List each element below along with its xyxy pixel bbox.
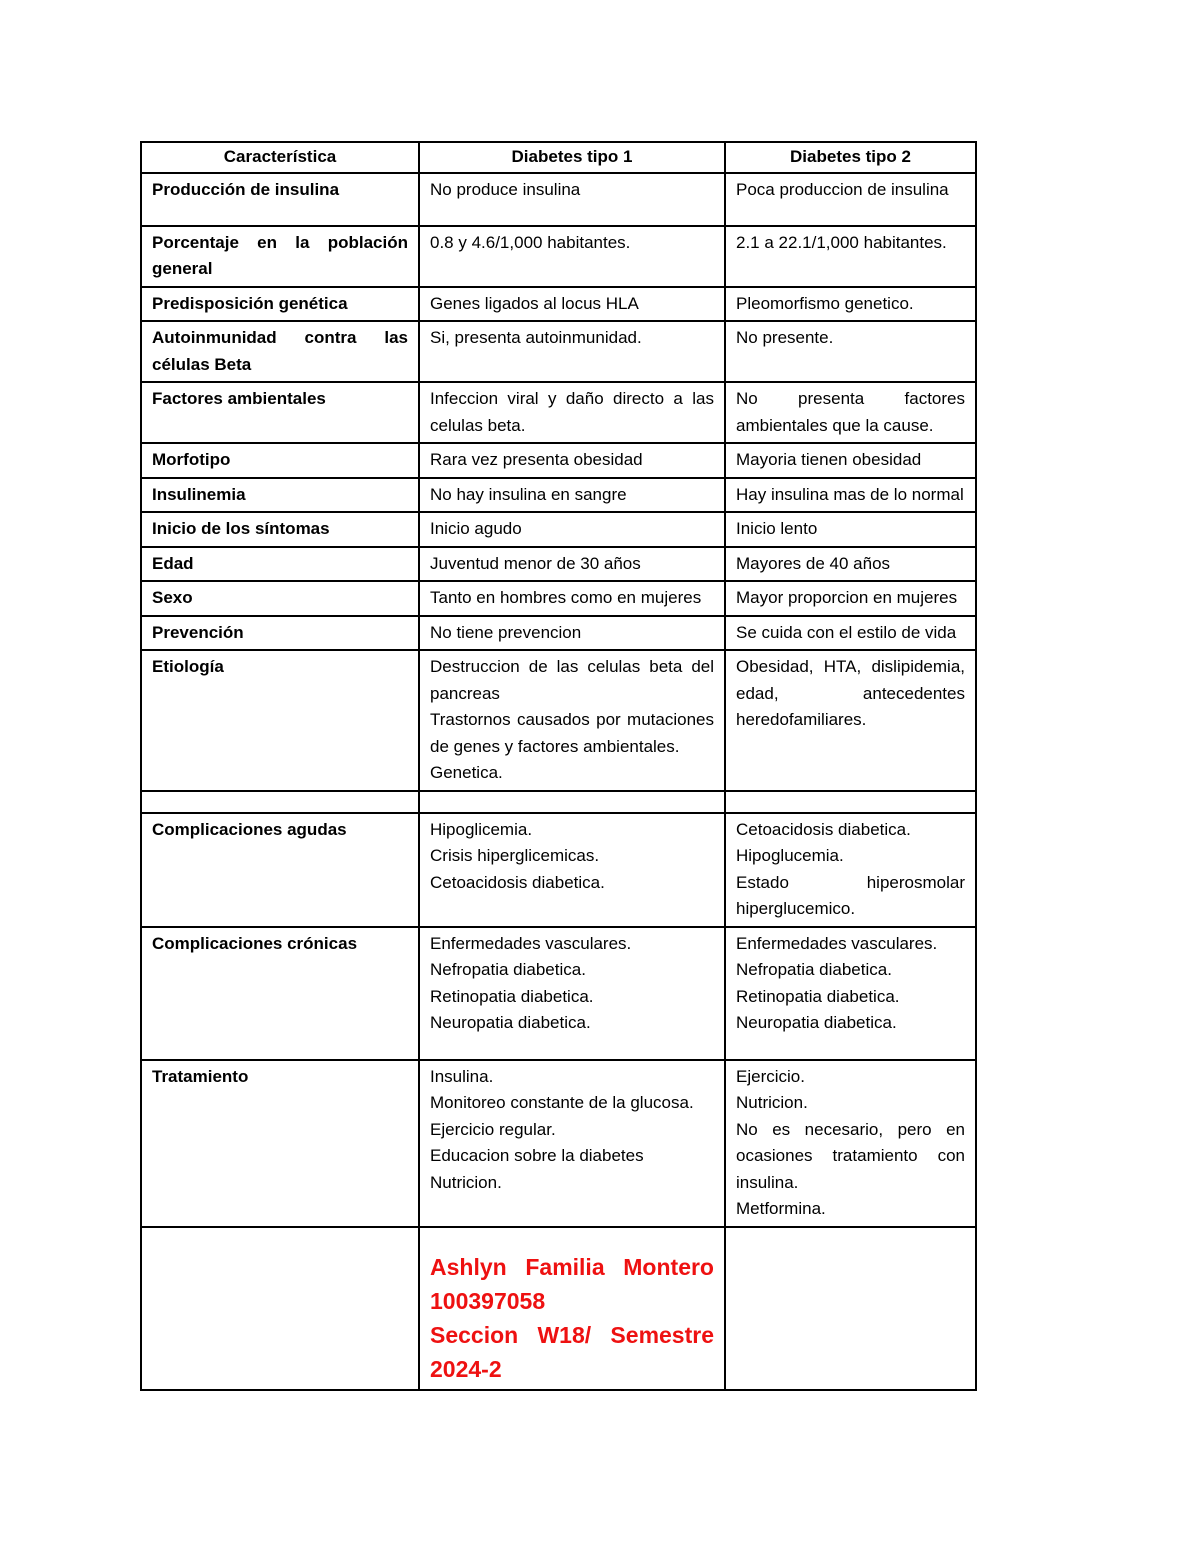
feature-cell: Prevención	[141, 616, 419, 651]
feature-cell: Producción de insulina	[141, 173, 419, 226]
table-row	[141, 650, 976, 791]
table-row	[141, 321, 976, 382]
type1-cell: Destruccion de las celulas beta del pancreas Trastornos causados por mutaciones de genes y factores ambientales. Genetica.	[419, 650, 725, 791]
feature-cell: Tratamiento	[141, 1060, 419, 1227]
type1-cell: Inicio agudo	[419, 512, 725, 547]
feature-cell: Porcentaje en la población general	[141, 226, 419, 287]
signature-cell	[419, 1227, 725, 1390]
table-row	[141, 813, 976, 927]
feature-cell: Autoinmunidad contra las células Beta	[141, 321, 419, 382]
signature-row	[141, 1227, 976, 1390]
table-row	[141, 443, 976, 478]
table-row	[141, 927, 976, 1060]
table-row	[141, 512, 976, 547]
type2-cell: Poca produccion de insulina	[725, 173, 976, 226]
type2-cell: 2.1 a 22.1/1,000 habitantes.	[725, 226, 976, 287]
table-row	[141, 581, 976, 616]
empty-cell	[725, 1227, 976, 1390]
feature-cell: Complicaciones crónicas	[141, 927, 419, 1060]
type2-cell: Enfermedades vasculares. Nefropatia diabetica. Retinopatia diabetica. Neuropatia diabetica.	[725, 927, 976, 1060]
empty-cell	[141, 1227, 419, 1390]
header-diabetes-tipo-2: Diabetes tipo 2	[725, 142, 976, 173]
feature-cell: Edad	[141, 547, 419, 582]
type2-cell: Mayores de 40 años	[725, 547, 976, 582]
type2-cell: Se cuida con el estilo de vida	[725, 616, 976, 651]
type1-cell: No produce insulina	[419, 173, 725, 226]
type1-cell: Infeccion viral y daño directo a las celulas beta.	[419, 382, 725, 443]
empty-cell	[141, 791, 419, 813]
type2-cell: Obesidad, HTA, dislipidemia, edad, antecedentes heredofamiliares.	[725, 650, 976, 791]
table-row	[141, 616, 976, 651]
type1-cell: Enfermedades vasculares. Nefropatia diabetica. Retinopatia diabetica. Neuropatia diabetica.	[419, 927, 725, 1060]
type1-cell: Insulina. Monitoreo constante de la glucosa. Ejercicio regular. Educacion sobre la diabetes Nutricion.	[419, 1060, 725, 1227]
feature-cell: Inicio de los síntomas	[141, 512, 419, 547]
type1-cell: Hipoglicemia. Crisis hiperglicemicas. Cetoacidosis diabetica.	[419, 813, 725, 927]
empty-cell	[725, 791, 976, 813]
signature-name: Ashlyn Familia Montero	[430, 1253, 714, 1280]
type2-cell: No presenta factores ambientales que la cause.	[725, 382, 976, 443]
type2-cell: Mayoria tienen obesidad	[725, 443, 976, 478]
type2-cell: No presente.	[725, 321, 976, 382]
type2-cell: Inicio lento	[725, 512, 976, 547]
document-page	[140, 141, 975, 1391]
feature-cell: Sexo	[141, 581, 419, 616]
feature-cell: Predisposición genética	[141, 287, 419, 322]
table-row	[141, 382, 976, 443]
feature-cell: Morfotipo	[141, 443, 419, 478]
type1-cell: Tanto en hombres como en mujeres	[419, 581, 725, 616]
type1-cell: Juventud menor de 30 años	[419, 547, 725, 582]
signature-section: Seccion W18/ Semestre 2024-2	[430, 1321, 714, 1382]
type2-cell: Pleomorfismo genetico.	[725, 287, 976, 322]
type1-cell: Si, presenta autoinmunidad.	[419, 321, 725, 382]
type1-cell: No hay insulina en sangre	[419, 478, 725, 513]
empty-row	[141, 791, 976, 813]
type1-cell: 0.8 y 4.6/1,000 habitantes.	[419, 226, 725, 287]
header-caracteristica: Característica	[141, 142, 419, 173]
type2-cell: Cetoacidosis diabetica. Hipoglucemia. Estado hiperosmolar hiperglucemico.	[725, 813, 976, 927]
signature-id: 100397058	[430, 1287, 546, 1314]
type2-cell: Ejercicio. Nutricion. No es necesario, pero en ocasiones tratamiento con insulina. Metformina.	[725, 1060, 976, 1227]
table-row	[141, 287, 976, 322]
table-row	[141, 226, 976, 287]
feature-cell: Factores ambientales	[141, 382, 419, 443]
table-row	[141, 547, 976, 582]
feature-cell: Complicaciones agudas	[141, 813, 419, 927]
type1-cell: Rara vez presenta obesidad	[419, 443, 725, 478]
feature-cell: Etiología	[141, 650, 419, 791]
empty-cell	[419, 791, 725, 813]
table-header-row	[141, 142, 976, 173]
header-diabetes-tipo-1: Diabetes tipo 1	[419, 142, 725, 173]
type2-cell: Mayor proporcion en mujeres	[725, 581, 976, 616]
type1-cell: Genes ligados al locus HLA	[419, 287, 725, 322]
table-row	[141, 173, 976, 226]
diabetes-comparison-table	[140, 141, 977, 1391]
type2-cell: Hay insulina mas de lo normal	[725, 478, 976, 513]
table-row	[141, 1060, 976, 1227]
feature-cell: Insulinemia	[141, 478, 419, 513]
table-row	[141, 478, 976, 513]
type1-cell: No tiene prevencion	[419, 616, 725, 651]
